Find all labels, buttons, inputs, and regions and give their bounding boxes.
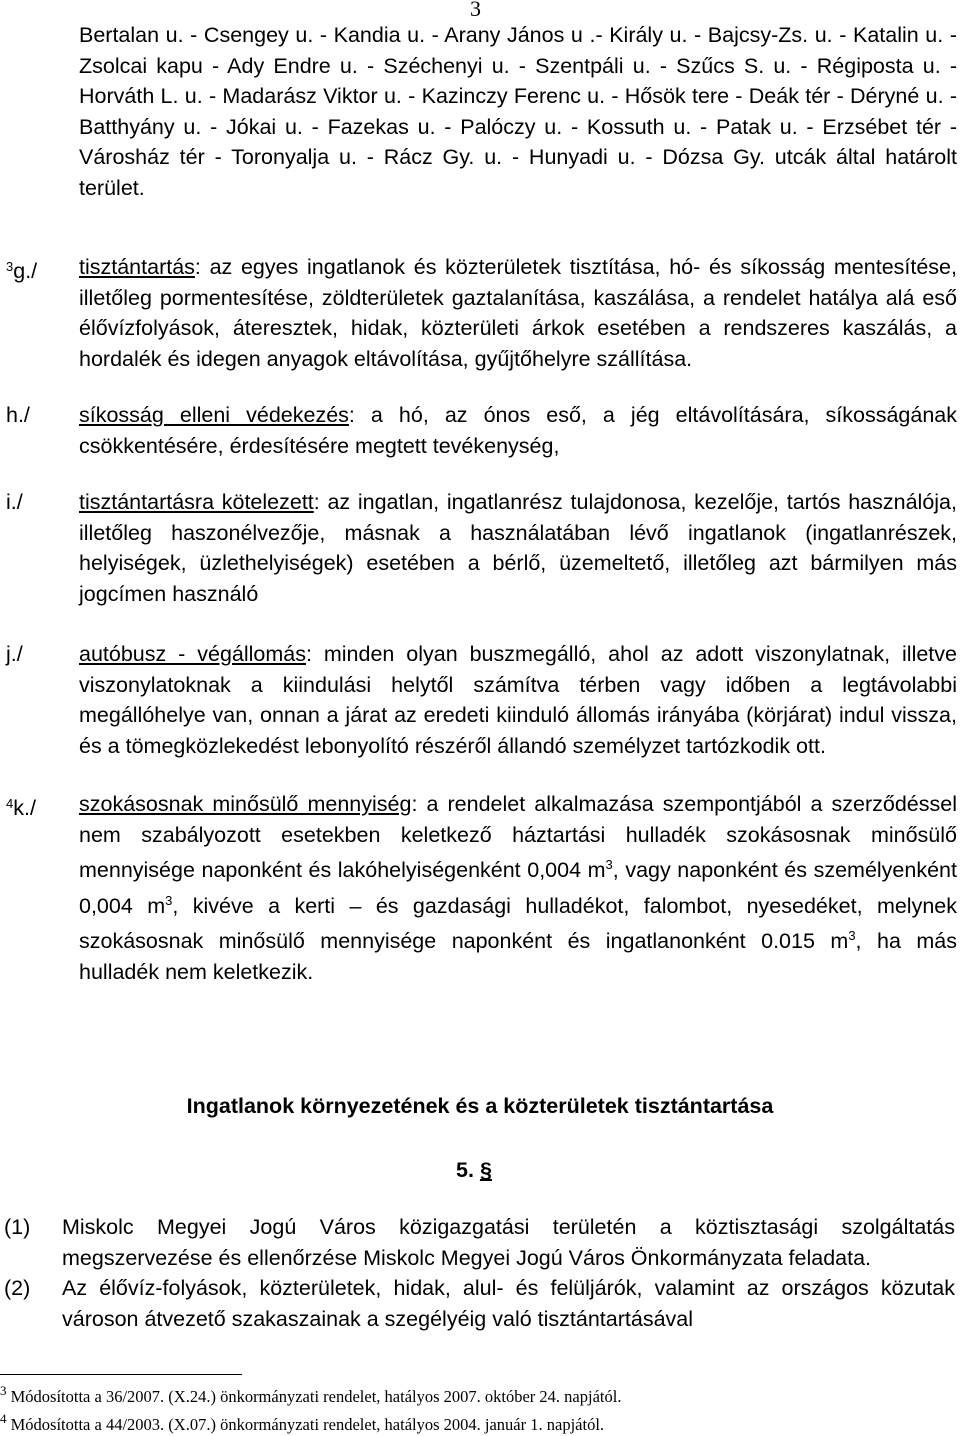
definition-h	[0, 400, 960, 461]
definition-term: síkosság elleni védekezés	[79, 403, 349, 427]
definition-j	[0, 639, 960, 761]
definition-i	[0, 487, 960, 609]
footnote-separator	[0, 1374, 242, 1375]
definition-term: szokásosnak minősülő mennyiség	[79, 792, 412, 816]
footnote: $^3$ Módosította a 36/2007. (X.24.) önkormányzati rendelet, hatályos 2007. október 24. napjától.	[0, 1383, 622, 1406]
definition-body: síkosság elleni védekezés: a hó, az ónos eső, a jég eltávolítására, síkosságának csökkentésére, érdesítésére megtett tevékenység,	[79, 403, 958, 458]
definition-body: szokásosnak minősülő mennyiség: a rendelet alkalmazása szempontjából a szerződéssel nem szabályozott esetekben keletkező háztartási hulladék szokásosnak minősülő mennyisége naponként és lakóhelyiségenként 0,004 $m^3$, vagy naponként és személyenként 0,004 $m^3$, kivéve a kerti – és gazdasági hulladékot, falombot, nyesedéket, melynek szokásosnak minősülő mennyisége naponként és ingatlanonként 0.015 $m^3$, ha más hulladék nem keletkezik.	[79, 792, 958, 984]
definition-k	[0, 789, 960, 987]
footnotes	[0, 1380, 621, 1436]
list-item	[0, 1273, 960, 1334]
footnote-ref: 3	[6, 259, 14, 274]
definition-label: h./	[6, 403, 30, 427]
item-number: (1)	[4, 1215, 31, 1239]
definition-term: tisztántartásra kötelezett	[79, 490, 314, 514]
page-number: 3	[470, 0, 481, 21]
item-text: Az élővíz-folyások, közterületek, hidak, alul- és felüljárók, valamint az országos közutak városon átvezető szakaszainak a szegélyéig való tisztántartásával	[62, 1276, 955, 1331]
definition-label: i./	[6, 490, 23, 514]
definition-g	[0, 252, 960, 374]
list-item	[0, 1212, 960, 1273]
footnote: $^4$ Módosította a 44/2003. (X.07.) önkormányzati rendelet, hatályos 2004. január 1. napjától.	[0, 1411, 605, 1434]
definition-label: $^3$g./	[6, 259, 38, 283]
definition-term: autóbusz - végállomás	[79, 642, 306, 666]
definition-term: tisztántartás	[79, 255, 195, 279]
definitions-list	[0, 252, 960, 987]
section-heading: Ingatlanok környezetének és a közterületek tisztántartása	[186, 1094, 774, 1118]
section-number: 5. §	[456, 1158, 492, 1182]
intro-paragraph: Bertalan u. - Csengey u. - Kandia u. - Arany János u .- Király u. - Bajcsy-Zs. u. - Katalin u. - Zsolcai kapu - Ady Endre u. - Széchenyi u. - Szentpáli u. - Szűcs S. u. - Régiposta u. - Horváth L. u. - Madarász Viktor u. - Kazinczy Ferenc u. - Hősök tere - Deák tér - Déryné u. - Batthyány u. - Jókai u. - Fazekas u. - Palóczy u. - Kossuth u. - Patak u. - Erzsébet tér - Városház tér - Toronyalja u. - Rácz Gy. u. - Hunyadi u. - Dózsa Gy. utcák által határolt terület.	[79, 23, 957, 200]
section-items	[0, 1212, 960, 1334]
footnote-ref: 4	[6, 796, 14, 811]
item-text: Miskolc Megyei Jogú Város közigazgatási területén a köztisztasági szolgáltatás megszervezése és ellenőrzése Miskolc Megyei Jogú Város Önkormányzata feladata.	[62, 1215, 955, 1270]
definition-body: tisztántartásra kötelezett: az ingatlan, ingatlanrész tulajdonosa, kezelője, tartós használója, illetőleg haszonélvezője, másnak a használatában lévő ingatlanok (ingatlanrészek, helyiségek, üzlethelyiségek) esetében a bérlő, üzemeltető, illetőleg azt bármilyen más jogcímen használó	[79, 490, 957, 606]
definition-label: j./	[6, 642, 23, 666]
item-number: (2)	[4, 1276, 31, 1300]
section-symbol: §	[479, 1158, 492, 1182]
definition-body: autóbusz - végállomás: minden olyan buszmegálló, ahol az adott viszonylatnak, illetve viszonylatoknak a kiindulási helytől számítva térben vagy időben a legtávolabbi megállóhelye van, onnan a járat az eredeti kiinduló állomás irányába (körjárat) indul vissza, és a tömegközlekedést lebonyolító részéről állandó személyzet tartózkodik ott.	[79, 642, 957, 758]
definition-label: $^4$k./	[6, 796, 36, 820]
definition-body: tisztántartás: az egyes ingatlanok és közterületek tisztítása, hó- és síkosság mentesítése, illetőleg pormentesítése, zöldterületek gaztalanítása, kaszálása, a rendelet hatálya alá eső élővízfolyások, áteresztek, hidak, közterületi árkok esetében a rendszeres kaszálás, a hordalék és idegen anyagok eltávolítása, gyűjtőhelyre szállítása.	[79, 255, 957, 371]
